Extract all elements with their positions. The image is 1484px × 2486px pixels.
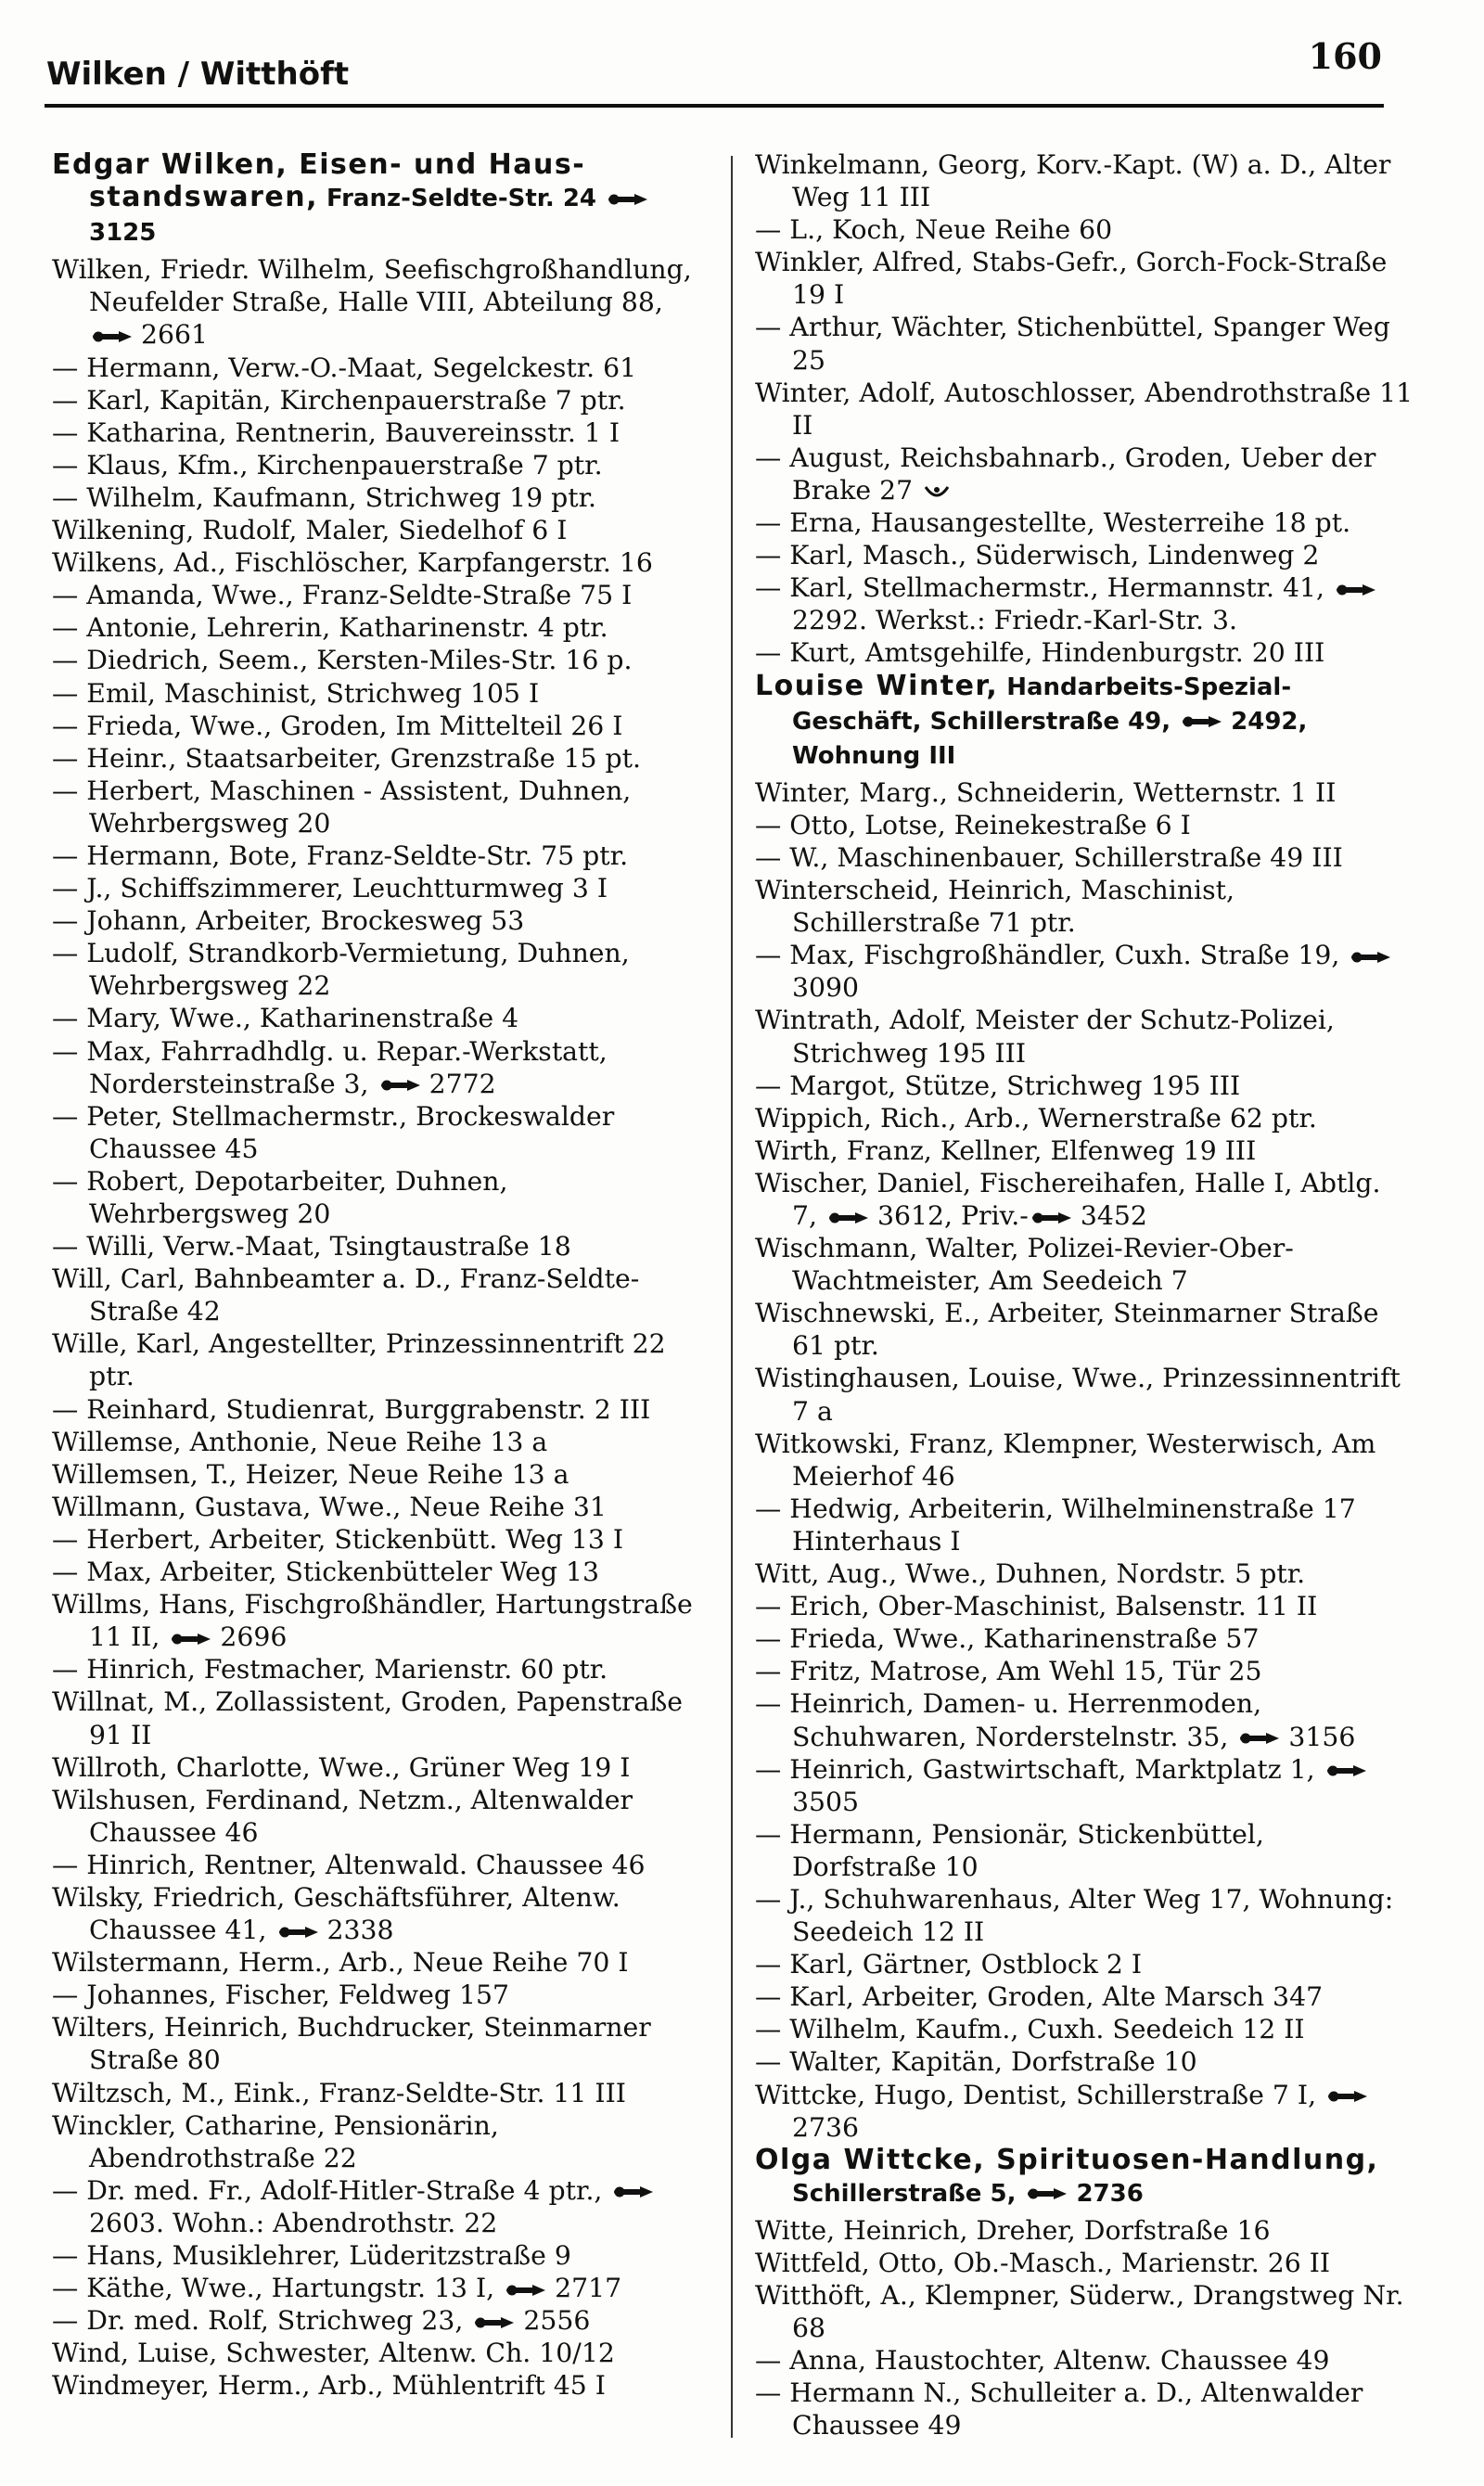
directory-entry [755, 1753, 1414, 1818]
directory-entry [755, 148, 1414, 213]
directory-entry [52, 1230, 710, 1262]
directory-entry [52, 1393, 710, 1426]
directory-entry [755, 506, 1414, 539]
directory-entry [755, 539, 1414, 571]
directory-entry [52, 872, 710, 904]
business-listing [755, 670, 1414, 773]
directory-entry [755, 2214, 1414, 2247]
entry-text: Wiltzsch, M., Eink., Franz-Seldte-Str. 11 III [52, 2077, 626, 2108]
business-address: Franz-Seldte-Str. 24 [326, 185, 596, 213]
directory-entry [52, 449, 710, 481]
entry-text: — Heinrich, Gastwirtschaft, Marktplatz 1, [755, 1753, 1315, 1785]
directory-entry [52, 579, 710, 611]
directory-entry [52, 2077, 710, 2109]
directory-entry [52, 1653, 710, 1685]
entry-text: Wind, Luise, Schwester, Altenw. Ch. 10/12 [52, 2338, 615, 2369]
directory-entry [52, 2337, 710, 2369]
column-separator [731, 156, 733, 2438]
directory-entry [52, 1100, 710, 1165]
directory-entry [755, 1102, 1414, 1134]
directory-entry [52, 481, 710, 514]
directory-entry [755, 776, 1414, 809]
right-column [755, 148, 1414, 2442]
entry-text: Wischer, Daniel, Fischereihafen, Halle I, Abtlg. 7, [755, 1167, 1381, 1231]
entry-text: Wittcke, Hugo, Dentist, Schillerstraße 7 I, [755, 2079, 1317, 2110]
phone-number: 3090 [792, 972, 860, 1004]
phone-number: 2736 [792, 2111, 860, 2143]
entry-text: — Wilhelm, Kaufmann, Strichweg 19 ptr. [52, 481, 597, 513]
directory-entry [755, 2079, 1414, 2144]
entry-text: — Erna, Hausangestellte, Westerreihe 18 pt. [755, 507, 1351, 539]
entry-text: Wischnewski, E., Arbeiter, Steinmarner Straße 61 ptr. [755, 1298, 1379, 1362]
phone-number: 3156 [1288, 1721, 1356, 1752]
entry-text: — Hinrich, Rentner, Altenwald. Chaussee 46 [52, 1849, 646, 1880]
entry-text: — Anna, Haustochter, Altenw. Chaussee 49 [755, 2345, 1330, 2377]
telephone-handset-icon [379, 1077, 422, 1094]
telephone-handset-icon [607, 191, 649, 208]
entry-text: — Max, Arbeiter, Stickenbütteler Weg 13 [52, 1557, 600, 1588]
entry-text: — Heinr., Staatsarbeiter, Grenzstraße 15 pt. [52, 742, 642, 774]
directory-entry [755, 311, 1414, 376]
entry-text: — Robert, Depotarbeiter, Duhnen, Wehrbergsweg 20 [52, 1165, 508, 1229]
directory-entry [755, 2344, 1414, 2377]
postal-horn-icon [923, 481, 951, 502]
entry-text: Willnat, M., Zollassistent, Groden, Papenstraße 91 II [52, 1686, 684, 1750]
business-name: Edgar Wilken, Eisen- und Haus-standswaren, [52, 148, 586, 214]
entry-text: Winter, Marg., Schneiderin, Wetternstr. 1 II [755, 776, 1337, 808]
directory-entry [52, 1849, 710, 1881]
telephone-handset-icon [277, 1924, 320, 1941]
directory-entry [755, 1687, 1414, 1752]
entry-text: — Antonie, Lehrerin, Katharinenstr. 4 ptr. [52, 612, 608, 644]
directory-entry [52, 1002, 710, 1034]
entry-text: Willemse, Anthonie, Neue Reihe 13 a [52, 1426, 548, 1457]
phone-number: 2338 [326, 1915, 394, 1946]
phone-number: 3125 [89, 219, 157, 248]
entry-text: — Hermann, Bote, Franz-Seldte-Str. 75 ptr. [52, 839, 629, 871]
entry-text: — Karl, Kapitän, Kirchenpauerstraße 7 ptr. [52, 384, 626, 416]
entry-text: Wilken, Friedr. Wilhelm, Seefischgroßhandlung, Neufelder Straße, Halle VIII, Abteilung 88, [52, 254, 692, 318]
entry-text: Witt, Aug., Wwe., Duhnen, Nordstr. 5 ptr. [755, 1558, 1306, 1590]
phone-number: 3505 [792, 1786, 860, 1817]
telephone-handset-icon [505, 2282, 547, 2299]
entry-text: — Dr. med. Fr., Adolf-Hitler-Straße 4 ptr., [52, 2174, 603, 2206]
directory-entry [755, 2013, 1414, 2045]
directory-entry [755, 874, 1414, 939]
directory-entry [52, 611, 710, 644]
entry-text: Will, Carl, Bahnbeamter a. D., Franz-Seldte-Straße 42 [52, 1263, 640, 1327]
entry-text: — Karl, Gärtner, Ostblock 2 I [755, 1949, 1143, 1980]
directory-entry [52, 1523, 710, 1556]
telephone-handset-icon [612, 2184, 655, 2200]
entry-text: Winterscheid, Heinrich, Maschinist, Schillerstraße 71 ptr. [755, 875, 1235, 939]
directory-entry [52, 1491, 710, 1523]
entry-text: — Hermann, Verw.-O.-Maat, Segelckestr. 61 [52, 352, 637, 383]
directory-entry [52, 904, 710, 937]
directory-entry [52, 2011, 710, 2076]
entry-text: — Mary, Wwe., Katharinenstraße 4 [52, 1003, 519, 1034]
entry-text: — Heinrich, Damen- u. Herrenmoden, Schuhwaren, Norderstelnstr. 35, [755, 1688, 1262, 1752]
telephone-handset-icon [1030, 1210, 1073, 1226]
phone-number: 2492, [1231, 707, 1308, 736]
directory-entry [52, 2304, 710, 2337]
entry-text: — Klaus, Kfm., Kirchenpauerstraße 7 ptr. [52, 449, 603, 481]
business-address: Schillerstraße 5, [792, 2179, 1017, 2208]
directory-entry [755, 1232, 1414, 1297]
directory-entry [52, 2174, 710, 2239]
entry-text: — W., Maschinenbauer, Schillerstraße 49 III [755, 841, 1343, 873]
entry-continuation: Priv.- [961, 1200, 1029, 1231]
phone-number: 2661 [141, 319, 209, 351]
entry-text: Witthöft, A., Klempner, Süderw., Drangstweg Nr. 68 [755, 2280, 1404, 2344]
directory-entry [755, 1362, 1414, 1427]
directory-entry [52, 1165, 710, 1230]
entry-text: — Dr. med. Rolf, Strichweg 23, [52, 2305, 464, 2337]
directory-entry [52, 1685, 710, 1750]
directory-entry [755, 1297, 1414, 1362]
directory-entry [755, 2045, 1414, 2078]
directory-entry [755, 939, 1414, 1004]
entry-text: — Katharina, Rentnerin, Bauvereinsstr. 1 I [52, 416, 620, 448]
directory-entry [755, 1883, 1414, 1948]
directory-entry [755, 841, 1414, 874]
directory-entry [755, 1004, 1414, 1069]
header-rule [45, 104, 1384, 108]
phone-number: 2736 [1076, 2179, 1144, 2208]
directory-entry [52, 839, 710, 872]
entry-text: Wippich, Rich., Arb., Wernerstraße 62 ptr. [755, 1102, 1317, 1134]
running-head: Wilken / Witthöft [46, 56, 350, 93]
directory-entry [52, 253, 710, 351]
directory-entry [52, 2272, 710, 2304]
telephone-handset-icon [1335, 582, 1377, 598]
entry-text: — Peter, Stellmachermstr., Brockeswalder Chaussee 45 [52, 1100, 615, 1164]
entry-text: Wintrath, Adolf, Meister der Schutz-Polizei, Strichweg 195 III [755, 1005, 1335, 1069]
entry-text: — Arthur, Wächter, Stichenbüttel, Spanger Weg 25 [755, 312, 1390, 376]
directory-entry [52, 2239, 710, 2272]
directory-entry [755, 213, 1414, 246]
entry-continuation: Werkst.: Friedr.-Karl-Str. 3. [876, 605, 1237, 636]
entry-text: — Käthe, Wwe., Hartungstr. 13 I, [52, 2273, 495, 2304]
entry-text: Willemsen, T., Heizer, Neue Reihe 13 a [52, 1458, 569, 1490]
directory-entry [52, 384, 710, 416]
entry-text: — Ludolf, Strandkorb-Vermietung, Duhnen, Wehrbergsweg 22 [52, 938, 630, 1002]
telephone-handset-icon [827, 1210, 870, 1226]
directory-entry [755, 1980, 1414, 2013]
entry-text: — J., Schiffszimmerer, Leuchtturmweg 3 I [52, 873, 608, 904]
entry-text: — Max, Fahrradhdlg. u. Repar.-Werkstatt, Nordersteinstraße 3, [52, 1035, 608, 1099]
phone-number: 2717 [555, 2273, 622, 2304]
directory-entry [52, 1588, 710, 1653]
directory-entry [52, 1035, 710, 1100]
directory-entry [52, 937, 710, 1002]
entry-text: — Reinhard, Studienrat, Burggrabenstr. 2 III [52, 1393, 651, 1425]
entry-text: Wilkens, Ad., Fischlöscher, Karpfangerstr. 16 [52, 547, 653, 579]
directory-entry [52, 352, 710, 384]
phone-number: 2292. [792, 605, 868, 636]
directory-entry [52, 416, 710, 449]
directory-entry [52, 1881, 710, 1946]
directory-entry [52, 710, 710, 742]
business-listing [52, 148, 710, 250]
telephone-handset-icon [170, 1631, 212, 1647]
entry-text: Willroth, Charlotte, Wwe., Grüner Weg 19 I [52, 1751, 631, 1783]
entry-text: — Kurt, Amtsgehilfe, Hindenburgstr. 20 III [755, 637, 1325, 669]
directory-entry [755, 571, 1414, 636]
business-address: Handarbeits-Spezial-Geschäft, Schillerstraße 49, [792, 673, 1292, 736]
entry-text: — Hedwig, Arbeiterin, Wilhelminenstraße 17 Hinterhaus I [755, 1493, 1356, 1557]
page-number: 160 [1308, 35, 1382, 77]
directory-entry [52, 2369, 710, 2402]
entry-text: — Emil, Maschinist, Strichweg 105 I [52, 677, 540, 709]
entry-text: — L., Koch, Neue Reihe 60 [755, 214, 1113, 246]
phone-number: 2556 [523, 2305, 591, 2337]
directory-entry [52, 644, 710, 676]
entry-text: — Hermann, Pensionär, Stickenbüttel, Dorfstraße 10 [755, 1818, 1264, 1882]
entry-text: — Hinrich, Festmacher, Marienstr. 60 ptr. [52, 1654, 608, 1685]
directory-entry [755, 2247, 1414, 2279]
directory-entry [755, 2279, 1414, 2344]
directory-entry [755, 1948, 1414, 1980]
entry-text: — Karl, Stellmachermstr., Hermannstr. 41, [755, 572, 1325, 604]
directory-entry [755, 636, 1414, 669]
telephone-handset-icon [1026, 2185, 1068, 2202]
phone-number: 3612, [877, 1200, 953, 1231]
directory-entry [755, 809, 1414, 841]
directory-entry [755, 1622, 1414, 1655]
directory-entry [755, 1557, 1414, 1590]
entry-text: Wittfeld, Otto, Ob.-Masch., Marienstr. 26 II [755, 2248, 1331, 2278]
entry-text: — Frieda, Wwe., Groden, Im Mittelteil 26 I [52, 710, 623, 741]
directory-entry [755, 1655, 1414, 1687]
directory-entry [755, 1167, 1414, 1232]
entry-text: Wille, Karl, Angestellter, Prinzessinnentrift 22 ptr. [52, 1328, 666, 1392]
directory-entry [52, 2109, 710, 2174]
entry-text: — Amanda, Wwe., Franz-Seldte-Straße 75 I [52, 580, 633, 611]
entry-text: Wilsky, Friedrich, Geschäftsführer, Altenw. Chaussee 41, [52, 1881, 620, 1946]
directory-entry [52, 1262, 710, 1327]
telephone-handset-icon [1326, 2088, 1369, 2105]
entry-text: — August, Reichsbahnarb., Groden, Ueber der Brake 27 [755, 442, 1376, 506]
business-name: Louise Winter, [755, 669, 999, 702]
entry-text: — Erich, Ober-Maschinist, Balsenstr. 11 II [755, 1591, 1318, 1622]
entry-text: — Karl, Arbeiter, Groden, Alte Marsch 347 [755, 1981, 1324, 2013]
directory-entry [755, 1070, 1414, 1102]
telephone-handset-icon [1350, 949, 1392, 966]
entry-text: Winkler, Alfred, Stabs-Gefr., Gorch-Fock-Straße 19 I [755, 247, 1388, 311]
entry-text: — Diedrich, Seem., Kersten-Miles-Str. 16 p. [52, 645, 633, 676]
entry-text: — Karl, Masch., Süderwisch, Lindenweg 2 [755, 540, 1320, 571]
directory-entry [52, 514, 710, 546]
telephone-handset-icon [473, 2314, 516, 2331]
directory-entry [52, 546, 710, 579]
business-listing [755, 2144, 1414, 2210]
entry-text: — Fritz, Matrose, Am Wehl 15, Tür 25 [755, 1656, 1262, 1687]
entry-text: — Margot, Stütze, Strichweg 195 III [755, 1070, 1241, 1101]
directory-entry [755, 377, 1414, 442]
business-name: Olga Wittcke, Spirituosen-Handlung, [755, 2143, 1379, 2176]
entry-text: Windmeyer, Herm., Arb., Mühlentrift 45 I [52, 2370, 606, 2402]
entry-text: Wistinghausen, Louise, Wwe., Prinzessinnentrift 7 a [755, 1363, 1401, 1427]
left-column [52, 148, 710, 2402]
entry-text: — Hans, Musiklehrer, Lüderitzstraße 9 [52, 2240, 571, 2271]
entry-text: Wischmann, Walter, Polizei-Revier-Ober-Wachtmeister, Am Seedeich 7 [755, 1233, 1294, 1297]
directory-entry [52, 742, 710, 775]
entry-text: Wilkening, Rudolf, Maler, Siedelhof 6 I [52, 515, 568, 546]
phone-number: 2696 [220, 1621, 288, 1653]
directory-entry [52, 1458, 710, 1491]
directory-entry [52, 1979, 710, 2011]
entry-text: Willmann, Gustava, Wwe., Neue Reihe 31 [52, 1491, 607, 1522]
directory-entry [52, 1946, 710, 1979]
entry-continuation: Wohn.: Abendrothstr. 22 [173, 2207, 498, 2238]
entry-text: — Frieda, Wwe., Katharinenstraße 57 [755, 1623, 1260, 1655]
phone-number: 3452 [1080, 1200, 1147, 1231]
entry-text: — J., Schuhwarenhaus, Alter Weg 17, Wohnung: Seedeich 12 II [755, 1883, 1394, 1948]
entry-text: Winter, Adolf, Autoschlosser, Abendrothstraße 11 II [755, 377, 1414, 441]
phone-number: 2772 [429, 1068, 496, 1099]
entry-text: — Max, Fischgroßhändler, Cuxh. Straße 19, [755, 940, 1340, 971]
directory-entry [52, 775, 710, 839]
directory-entry [755, 2377, 1414, 2441]
entry-text: Winckler, Catharine, Pensionärin, Abendrothstraße 22 [52, 2109, 499, 2173]
directory-entry [52, 1784, 710, 1849]
entry-text: — Willi, Verw.-Maat, Tsingtaustraße 18 [52, 1231, 571, 1262]
page-header [46, 35, 1382, 100]
entry-text: Wilstermann, Herm., Arb., Neue Reihe 70 I [52, 1947, 629, 1979]
entry-text: — Herbert, Maschinen - Assistent, Duhnen, Wehrbergsweg 20 [52, 775, 632, 839]
entry-text: Wilters, Heinrich, Buchdrucker, Steinmarner Straße 80 [52, 2012, 651, 2076]
entry-text: — Wilhelm, Kaufm., Cuxh. Seedeich 12 II [755, 2014, 1305, 2045]
entry-text: Willms, Hans, Fischgroßhändler, Hartungstraße 11 II, [52, 1589, 693, 1653]
entry-text: — Johann, Arbeiter, Brockesweg 53 [52, 905, 525, 937]
entry-text: Witkowski, Franz, Klempner, Westerwisch, Am Meierhof 46 [755, 1428, 1376, 1492]
directory-entry [52, 1426, 710, 1458]
directory-entry [755, 1134, 1414, 1167]
entry-text: — Johannes, Fischer, Feldweg 157 [52, 1980, 509, 2011]
telephone-handset-icon [1238, 1730, 1281, 1747]
directory-entry [52, 1556, 710, 1588]
phone-number: 2603. [89, 2207, 165, 2238]
directory-entry [755, 1818, 1414, 1883]
entry-text: — Hermann N., Schulleiter a. D., Altenwalder Chaussee 49 [755, 2377, 1363, 2441]
entry-text: — Walter, Kapitän, Dorfstraße 10 [755, 2046, 1197, 2078]
directory-entry [755, 442, 1414, 506]
directory-entry [755, 1493, 1414, 1557]
directory-entry [52, 1751, 710, 1784]
telephone-handset-icon [91, 328, 134, 345]
entry-text: Wilshusen, Ferdinand, Netzm., Altenwalder Chaussee 46 [52, 1784, 633, 1848]
directory-entry [755, 1590, 1414, 1622]
telephone-handset-icon [1325, 1762, 1368, 1779]
directory-entry [755, 246, 1414, 311]
entry-text: Winkelmann, Georg, Korv.-Kapt. (W) a. D., Alter Weg 11 III [755, 149, 1391, 213]
entry-text: — Otto, Lotse, Reinekestraße 6 I [755, 809, 1191, 840]
entry-continuation: Wohnung III [792, 741, 956, 770]
entry-text: — Herbert, Arbeiter, Stickenbütt. Weg 13 I [52, 1523, 624, 1555]
directory-entry [52, 1327, 710, 1392]
directory-entry [755, 1428, 1414, 1493]
entry-text: Wirth, Franz, Kellner, Elfenweg 19 III [755, 1134, 1257, 1166]
telephone-handset-icon [1181, 713, 1223, 730]
entry-text: Witte, Heinrich, Dreher, Dorfstraße 16 [755, 2214, 1271, 2246]
directory-entry [52, 677, 710, 710]
